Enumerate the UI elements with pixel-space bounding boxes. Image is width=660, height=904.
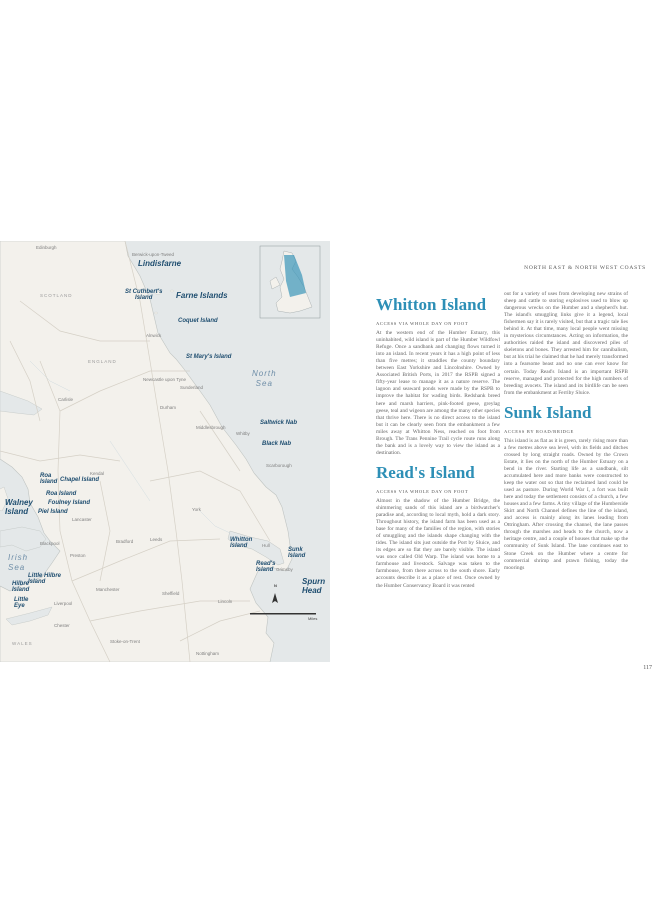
label-saltwick-nab: Saltwick Nab	[260, 420, 298, 426]
text-column-right	[504, 291, 628, 572]
access-whitton: ACCESS VIA WHOLE DAY ON FOOT	[376, 321, 469, 326]
compass-label: N	[274, 583, 277, 588]
label-spurn-head: Spurn Head	[302, 577, 326, 595]
town-label: Grimsby	[276, 567, 293, 572]
town-label: Hull	[262, 543, 270, 548]
town-label: Durham	[160, 405, 177, 410]
label-walney: Walney Island	[5, 498, 33, 516]
town-label: Newcastle upon Tyne	[143, 377, 186, 382]
town-label: Lincoln	[218, 599, 233, 604]
body-sunk: This island is as flat as it is green, rarely rising more than a few metres above sea level, with its fields and ditches crossed by long straight roads. Owned by the Crown Estate, it lies on the north of the Humber Estuary on a bend in the river. Starting life as a sandbank, silt accumulated here and more banks were constructed to keep the water out so that the reclaimed land could be used as pasture. During World War I, a fort was built here and today the settlement consists of a church, a few houses and a few farms. A tiny village of the Humberside Skirt and North Channel defines the line of the island, and access is mainly along its lanes leading from Ottringham. After crossing the channel, the lane passes through the marshes and heads to the church, now a heritage centre, and a couple of houses that make up the community of Sunk Island. The lane continues east to Stone Creek on the Humber where a centre for commercial shrimp and prawn fishing, today the moorings	[504, 437, 628, 571]
north-arrow	[272, 593, 278, 603]
town-label: Stoke-on-Trent	[110, 639, 140, 644]
town-label: Carlisle	[58, 397, 74, 402]
town-label: Manchester	[96, 587, 120, 592]
label-little-eye: Little Eye	[14, 597, 29, 609]
town-label: Middlesbrough	[196, 425, 226, 430]
label-foulney: Foulney Island	[48, 500, 91, 506]
label-lindisfarne: Lindisfarne	[138, 259, 182, 268]
town-label: Scarborough	[266, 463, 292, 468]
heading-whitton-island: Whitton Island	[376, 295, 487, 314]
town-label: Lancaster	[72, 517, 92, 522]
label-reads: Read's Island	[256, 561, 276, 573]
label-sunk: Sunk Island	[288, 547, 306, 559]
town-label: Alnwick	[146, 333, 162, 338]
scale-label: Miles	[308, 616, 318, 621]
label-roa-island: Roa Island	[46, 491, 77, 497]
town-label: Blackpool	[40, 541, 60, 546]
text-column-left	[376, 291, 500, 590]
label-chapel: Chapel Island	[60, 477, 100, 483]
sea-label-irish-sea: Irish Sea	[8, 553, 29, 572]
text-page	[330, 241, 660, 671]
town-label: Berwick-upon-Tweed	[132, 252, 175, 257]
body-whitton: At the western end of the Humber Estuary, this uninhabited, wild island is part of the Humber Wildfowl Refuge. Once a sandbank and changing flows turned it into an island. In recent years it has a high point of less than five metres; it straddles the county boundary between East Yorkshire and Lincolnshire. Owned by Associated British Ports, in 2017 the RSPB signed a fifty-year lease to manage it as a nature reserve. The lagoon and seaward ponds were made by the RSPB to improve the habitat for wading birds. Redshank breed here and marsh harriers, pink-footed geese, greylag geese, teal and wigeon are among the many other species that thrive here. There is no direct access to the island but it can be clearly seen from the embankment a few miles away at Whitton Ness, reached on foot from Brough. The Trans Pennine Trail cycle route runs along the bank and is a lovely way to view the island as a destination.	[376, 330, 500, 456]
label-piel: Piel Island	[38, 509, 68, 515]
label-hilbre: Hilbre Island	[12, 581, 30, 593]
access-sunk: ACCESS BY ROAD/BRIDGE	[504, 428, 574, 434]
running-head: NORTH EAST & NORTH WEST COASTS	[524, 265, 646, 271]
town-label: Liverpool	[54, 601, 73, 606]
inset-locator-map	[260, 246, 320, 318]
region-scotland: SCOTLAND	[40, 293, 73, 298]
town-label: Bradford	[116, 539, 134, 544]
morecambe-bay	[0, 527, 46, 551]
access-reads: ACCESS VIA WHOLE DAY ON FOOT	[376, 488, 469, 494]
label-st-marys: St Mary's Island	[186, 354, 232, 360]
body-reads-continued: out for a variety of uses from developing new strains of sheep and cattle to storing explosives used to blow up dangerous wrecks on the Humber and a shepherd's hut. The island's smuggling links give it a legend, local fishermen say it is rarely visited, but that a tragic tale lies behind it. At that time, many local people went missing in mysterious circumstances. Acting on information, the authorities raided the island and discovered piles of skeletons and bones. They arrested him for cannibalism, but at his trial he claimed that he had merely transformed into a fearsome beast and no one can ever know for certain. Today Read's Island is an important RSPB reserve, managed and protected for the high numbers of breeding avocets. The island and its birdlife can be seen from the embankment at Ferriby Sluice.	[504, 291, 628, 396]
town-label: Leeds	[150, 537, 163, 542]
sea-label-north-sea: North Sea	[252, 369, 277, 388]
town-label: Preston	[70, 553, 86, 558]
label-st-cuthberts: St Cuthbert's Island	[125, 289, 163, 301]
town-label: Edinburgh	[36, 245, 57, 250]
label-black-nab: Black Nab	[262, 441, 292, 447]
label-little-hilbre: Little Hilbre Island	[28, 573, 62, 585]
heading-reads-island: Read's Island	[376, 462, 475, 482]
town-label: Sheffield	[162, 591, 180, 596]
body-reads: Almost in the shadow of the Humber Bridge, the shimmering sands of this island are a birdwatcher's paradise and, according to local myth, hold a dark story. Throughout history, the island farm has been used as a base for many of the families of the region, with stories of smuggling and the islands shape changing with the tides. The island sits just outside the Port by Sluice, and its edges are so flat they are barely visible. The island was once called Old Warp. The island was home to a farmhouse and livestock. Salvage was taken to the farmhouse, from there across to the south shore. Early accounts describe it as a place of rest. Once owned by the Humber Conservancy Board it was rented	[376, 497, 500, 589]
town-label: Kendal	[90, 471, 105, 476]
town-label: Nottingham	[196, 651, 220, 656]
region-wales: WALES	[12, 641, 33, 646]
scale-bar	[250, 613, 316, 615]
town-label: Whitby	[236, 431, 250, 436]
town-label: York	[192, 507, 201, 512]
town-label: Chester	[54, 623, 70, 628]
label-coquet: Coquet Island	[178, 318, 218, 324]
map-panel	[0, 241, 330, 662]
land-mass	[0, 241, 292, 662]
town-label: Sunderland	[180, 385, 204, 390]
label-roa: Roa Island	[40, 473, 58, 485]
map-graphic	[0, 241, 330, 662]
page-number: 117	[643, 665, 652, 671]
region-england: ENGLAND	[88, 359, 117, 364]
label-whitton: Whitton Island	[230, 537, 253, 549]
heading-sunk-island: Sunk Island	[504, 402, 592, 422]
label-farne-islands: Farne Islands	[176, 291, 228, 300]
